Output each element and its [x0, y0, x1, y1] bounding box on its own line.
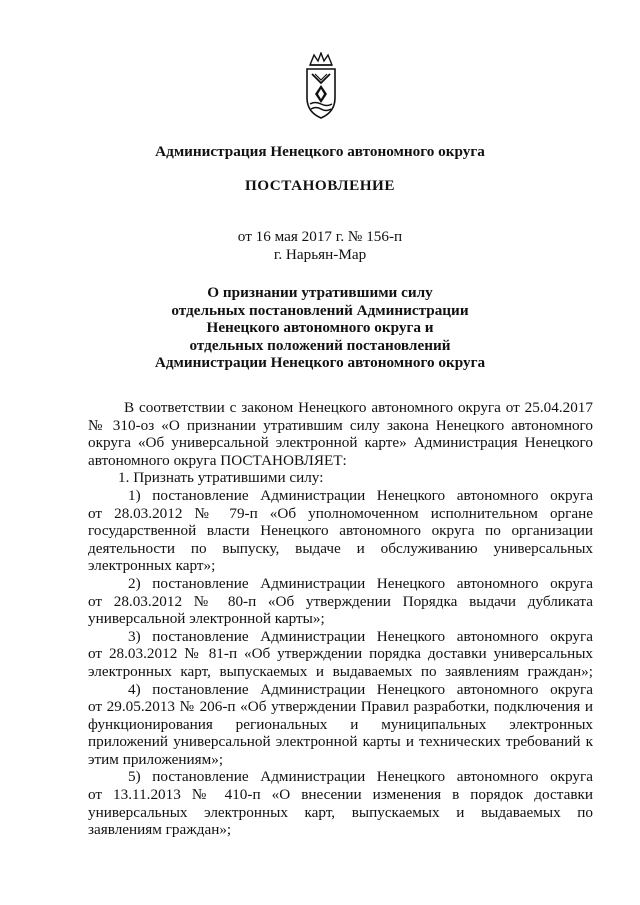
- document-title: [80, 284, 560, 372]
- body-line: от 28.03.2012 № 80-п «Об утверждении Порядка выдачи дубликата: [88, 592, 593, 610]
- body-line: округа «Об универсальной электронной карте» Администрация Ненецкого: [88, 434, 593, 452]
- title-line: Ненецкого автономного округа и: [206, 319, 434, 337]
- body-line: приложений универсальной электронной карты и технических требований к: [88, 733, 593, 751]
- coat-of-arms-icon: [301, 52, 341, 122]
- body-line: универсальной электронной карты»;: [88, 610, 325, 628]
- body-line: от 13.11.2013 № 410-п «О внесении изменения в порядок доставки: [88, 786, 593, 804]
- title-line: Администрации Ненецкого автономного округа: [154, 354, 486, 372]
- date-number: от 16 мая 2017 г. № 156-п: [237, 228, 403, 245]
- title-line: О признании утратившими силу: [207, 284, 433, 301]
- city: г. Нарьян-Мар: [273, 246, 367, 263]
- body-line: заявлениям граждан»;: [88, 821, 232, 839]
- body-line: от 28.03.2012 № 81-п «Об утверждении порядка доставки универсальных: [88, 645, 593, 663]
- document-body: [88, 399, 593, 839]
- body-line: автономного округа ПОСТАНОВЛЯЕТ:: [88, 451, 347, 469]
- body-line: государственной власти Ненецкого автономного округа по организации: [88, 522, 593, 540]
- body-line: В соответствии с законом Ненецкого автономного округа от 25.04.2017: [124, 399, 593, 416]
- body-line: 1. Признать утратившими силу:: [118, 469, 324, 487]
- body-line: № 310-оз «О признании утратившим силу закона Ненецкого автономного: [88, 416, 593, 434]
- body-line: от 28.03.2012 № 79-п «Об уполномоченном исполнительном органе: [88, 504, 593, 522]
- title-line: отдельных постановлений Администрации: [171, 301, 469, 319]
- body-line: электронных карт, выпускаемых и выдаваемых по заявлениям граждан»;: [88, 662, 593, 680]
- body-line: универсальных электронных карт, выпускаемых и выдаваемых по: [88, 803, 593, 821]
- issuing-authority: Администрация Ненецкого автономного округа: [155, 143, 485, 160]
- body-line: 4) постановление Администрации Ненецкого автономного округа: [128, 680, 593, 698]
- body-line: 2) постановление Администрации Ненецкого автономного округа: [128, 574, 593, 592]
- body-line: этим приложениям»;: [88, 750, 224, 768]
- title-line: отдельных положений постановлений: [189, 336, 451, 354]
- body-line: 3) постановление Администрации Ненецкого автономного округа: [128, 627, 593, 645]
- document-type: ПОСТАНОВЛЕНИЕ: [244, 177, 395, 194]
- body-line: 1) постановление Администрации Ненецкого автономного округа: [128, 486, 593, 504]
- body-line: 5) постановление Администрации Ненецкого автономного округа: [128, 768, 593, 786]
- body-line: функционирования региональных и муниципальных электронных: [88, 715, 593, 733]
- body-line: деятельности по выпуску, выдаче и обслуживанию универсальных: [88, 539, 593, 557]
- body-line: электронных карт»;: [88, 557, 216, 575]
- body-line: от 29.05.2013 № 206-п «Об утверждении Правил разработки, подключения и: [88, 698, 593, 716]
